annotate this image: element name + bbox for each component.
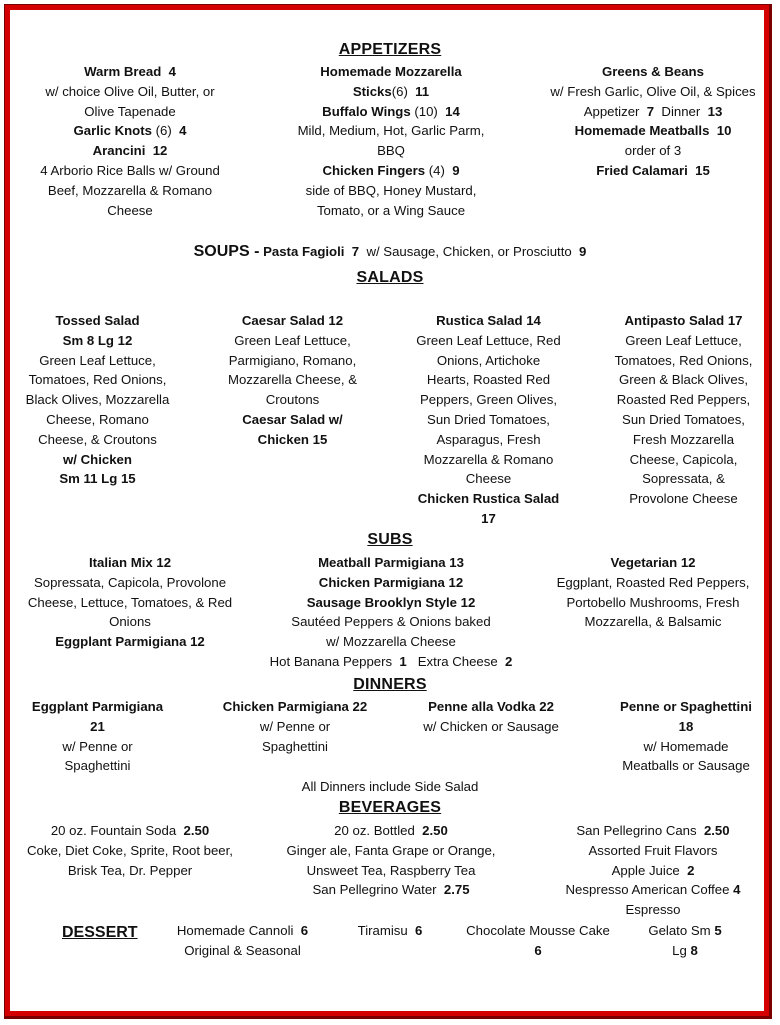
soup-item: Pasta Fagioli — [263, 244, 345, 259]
item-price-line: Sticks(6) 11 — [352, 83, 430, 99]
dinners-note: All Dinners include Side Salad — [301, 779, 479, 794]
item-desc: Cheese, Romano — [46, 411, 149, 427]
menu-item-garlic-knots: Garlic Knots (6) 4 — [73, 123, 187, 139]
item-desc: Brisk Tea, Dr. Pepper — [67, 862, 193, 878]
sub-extras: Hot Banana Peppers 1 Extra Cheese 2 — [269, 653, 513, 669]
salad-name: Caesar Salad 12 — [241, 313, 344, 328]
item-desc: Cheese, & Croutons — [38, 431, 157, 447]
beverages-col-2 — [275, 821, 507, 900]
salad-price: Sm 11 Lg 15 — [59, 471, 136, 487]
item-desc: Green Leaf Lettuce, — [39, 352, 156, 368]
sub-name: Chicken Parmigiana 12 — [318, 574, 464, 590]
item-desc: Roasted Red Peppers, — [616, 392, 751, 408]
item-desc: w/ Mozzarella Cheese — [326, 634, 456, 650]
item-desc: Cheese, Lettuce, Tomatoes, & Red — [27, 594, 233, 610]
soups-line: SOUPS - Pasta Fagioli 7 w/ Sausage, Chicken, or Prosciutto 9 — [193, 243, 587, 260]
beverage-item: 20 oz. Fountain Soda 2.50 — [50, 823, 210, 838]
item-desc: Tomato, or a Wing Sauce — [316, 202, 466, 218]
dinners-col-2 — [210, 697, 380, 756]
dessert-item-mousse-cake: Chocolate Mousse Cake 6 — [466, 923, 610, 958]
item-desc: Unsweet Tea, Raspberry Tea — [306, 862, 476, 878]
item-desc: w/ Homemade — [643, 738, 729, 754]
item-desc: w/ Penne or — [259, 718, 331, 734]
item-desc: Spaghettini — [262, 738, 328, 754]
dinner-price: 21 — [90, 718, 105, 734]
sub-name: Sausage Brooklyn Style 12 — [306, 594, 476, 610]
item-desc: w/ Penne or — [62, 738, 133, 754]
dinner-name: Chicken Parmigiana 22 — [222, 699, 368, 714]
sub-name: Meatball Parmigiana 13 — [318, 555, 464, 570]
item-desc: Mozzarella Cheese, & — [227, 372, 357, 388]
item-desc: Mozzarella & Romano — [423, 451, 554, 467]
menu-item-chicken-fingers: Chicken Fingers (4) 9 — [322, 162, 460, 178]
item-desc: Sun Dried Tomatoes, — [622, 411, 745, 427]
salads-col-3 — [406, 311, 571, 529]
menu-item-arancini: Arancini 12 — [92, 143, 168, 159]
dinners-col-4 — [601, 697, 771, 776]
dinner-price: 18 — [678, 718, 694, 734]
sub-name: Italian Mix 12 — [88, 555, 172, 570]
subs-heading: SUBS — [367, 531, 413, 548]
item-desc: Green Leaf Lettuce, — [625, 332, 742, 348]
menu-item-meatballs: Homemade Meatballs 10 — [574, 123, 732, 139]
sub-name: Eggplant Parmigiana 12 — [55, 634, 205, 650]
item-desc: order of 3 — [624, 143, 682, 159]
salads-col-1 — [15, 311, 180, 489]
appetizers-col-2 — [275, 62, 507, 220]
item-desc: w/ choice Olive Oil, Butter, or — [45, 83, 215, 99]
beverage-item: Nespresso American Coffee 4 — [565, 882, 741, 898]
salad-option: Chicken Rustica Salad — [417, 491, 560, 507]
menu-item-mozzarella-sticks: Homemade Mozzarella — [320, 64, 462, 79]
salad-option: Caesar Salad w/ — [242, 411, 343, 427]
dessert-item-gelato: Gelato Sm 5 Lg 8 — [648, 923, 722, 958]
sub-name: Vegetarian 12 — [610, 555, 696, 570]
item-desc: Ginger ale, Fanta Grape or Orange, — [286, 842, 496, 858]
item-desc: Fresh Mozzarella — [632, 431, 735, 447]
subs-col-2 — [260, 553, 522, 672]
beverage-item: San Pellegrino Water 2.75 — [312, 882, 470, 898]
salad-price: 17 — [481, 510, 496, 526]
salads-heading: SALADS — [356, 269, 424, 286]
item-desc: Onions, Artichoke — [436, 352, 541, 368]
item-desc: Mild, Medium, Hot, Garlic Parm, — [297, 123, 485, 139]
dessert-heading: DESSERT — [62, 924, 138, 941]
item-desc: Provolone Cheese — [629, 491, 738, 507]
salad-name: Antipasto Salad 17 — [624, 313, 743, 328]
beverage-item: 20 oz. Bottled 2.50 — [334, 823, 448, 838]
menu-item-fried-calamari: Fried Calamari 15 — [596, 162, 710, 178]
item-desc: Hearts, Roasted Red — [426, 372, 551, 388]
soup-option: w/ Sausage, Chicken, or Prosciutto — [366, 244, 572, 259]
item-desc: Asparagus, Fresh — [436, 431, 541, 447]
item-desc: Eggplant, Roasted Red Peppers, — [556, 574, 750, 590]
item-desc: Tomatoes, Red Onions, — [614, 352, 753, 368]
menu-item-buffalo-wings: Buffalo Wings (10) 14 — [322, 103, 460, 119]
beverage-item: Espresso — [625, 902, 681, 918]
dinner-name: Penne alla Vodka 22 — [428, 699, 554, 714]
item-price-line: Appetizer 7 Dinner 13 — [583, 103, 723, 119]
beverage-item: Apple Juice 2 — [611, 862, 695, 878]
salads-col-4 — [601, 311, 766, 509]
appetizers-col-3 — [540, 62, 766, 181]
item-desc: Parmigiano, Romano, — [228, 352, 357, 368]
item-desc: Sopressata, & — [642, 471, 725, 487]
soups-heading: SOUPS - — [193, 243, 260, 260]
item-desc: Green Leaf Lettuce, Red — [416, 332, 561, 348]
item-desc: Cheese, Capicola, — [629, 451, 738, 467]
beverages-col-1 — [15, 821, 245, 880]
beverages-heading: BEVERAGES — [338, 799, 442, 816]
item-desc: Coke, Diet Coke, Sprite, Root beer, — [27, 842, 233, 858]
item-desc: Tomatoes, Red Onions, — [28, 372, 167, 388]
item-desc: Green & Black Olives, — [619, 372, 748, 388]
salad-option: w/ Chicken — [63, 451, 132, 467]
item-desc: w/ Chicken or Sausage — [423, 718, 559, 734]
item-desc: Assorted Fruit Flavors — [588, 842, 718, 858]
subs-col-1 — [15, 553, 245, 652]
item-desc: Cheese — [465, 471, 512, 487]
dinner-name: Penne or Spaghettini — [620, 699, 752, 714]
item-desc: Peppers, Green Olives, — [419, 392, 558, 408]
item-desc: 4 Arborio Rice Balls w/ Ground — [40, 162, 220, 178]
subs-col-3 — [540, 553, 766, 632]
item-desc: Sopressata, Capicola, Provolone — [33, 574, 227, 590]
item-desc: w/ Fresh Garlic, Olive Oil, & Spices — [550, 83, 756, 99]
dinners-col-3 — [406, 697, 576, 737]
menu-item-warm-bread: Warm Bread 4 — [84, 64, 176, 79]
item-desc: Cheese — [107, 202, 153, 218]
beverage-item: San Pellegrino Cans 2.50 — [576, 823, 730, 838]
item-desc: Beef, Mozzarella & Romano — [47, 182, 213, 198]
item-desc: BBQ — [377, 143, 405, 159]
item-desc: Portobello Mushrooms, Fresh — [566, 594, 740, 610]
dessert-item-cannoli: Homemade Cannoli 6 Original & Seasonal — [176, 923, 309, 958]
appetizers-heading: APPETIZERS — [338, 41, 442, 58]
appetizers-col-1 — [15, 62, 245, 220]
item-desc: Black Olives, Mozzarella — [25, 392, 170, 408]
salad-name: Rustica Salad 14 — [436, 313, 541, 328]
beverages-col-3 — [540, 821, 766, 920]
item-desc: Sautéed Peppers & Onions baked — [291, 614, 491, 630]
dessert-item-tiramisu: Tiramisu 6 — [357, 923, 423, 938]
item-desc: side of BBQ, Honey Mustard, — [305, 182, 477, 198]
dinner-name: Eggplant Parmigiana — [31, 699, 164, 714]
item-desc: Sun Dried Tomatoes, — [427, 411, 550, 427]
item-desc: Spaghettini — [64, 758, 131, 774]
dinners-heading: DINNERS — [353, 676, 427, 693]
item-desc: Olive Tapenade — [84, 103, 176, 119]
item-desc: Onions — [109, 614, 151, 630]
salad-price: Sm 8 Lg 12 — [62, 332, 133, 348]
item-desc: Meatballs or Sausage — [622, 758, 750, 774]
salad-name: Tossed Salad — [55, 313, 140, 328]
item-desc: Green Leaf Lettuce, — [234, 332, 351, 348]
menu-item-greens-beans: Greens & Beans — [602, 64, 704, 79]
salad-price: Chicken 15 — [257, 431, 328, 447]
item-desc: Mozzarella, & Balsamic — [584, 614, 722, 630]
dinners-col-1 — [15, 697, 180, 776]
item-desc: Croutons — [265, 392, 320, 408]
salads-col-2 — [210, 311, 375, 450]
